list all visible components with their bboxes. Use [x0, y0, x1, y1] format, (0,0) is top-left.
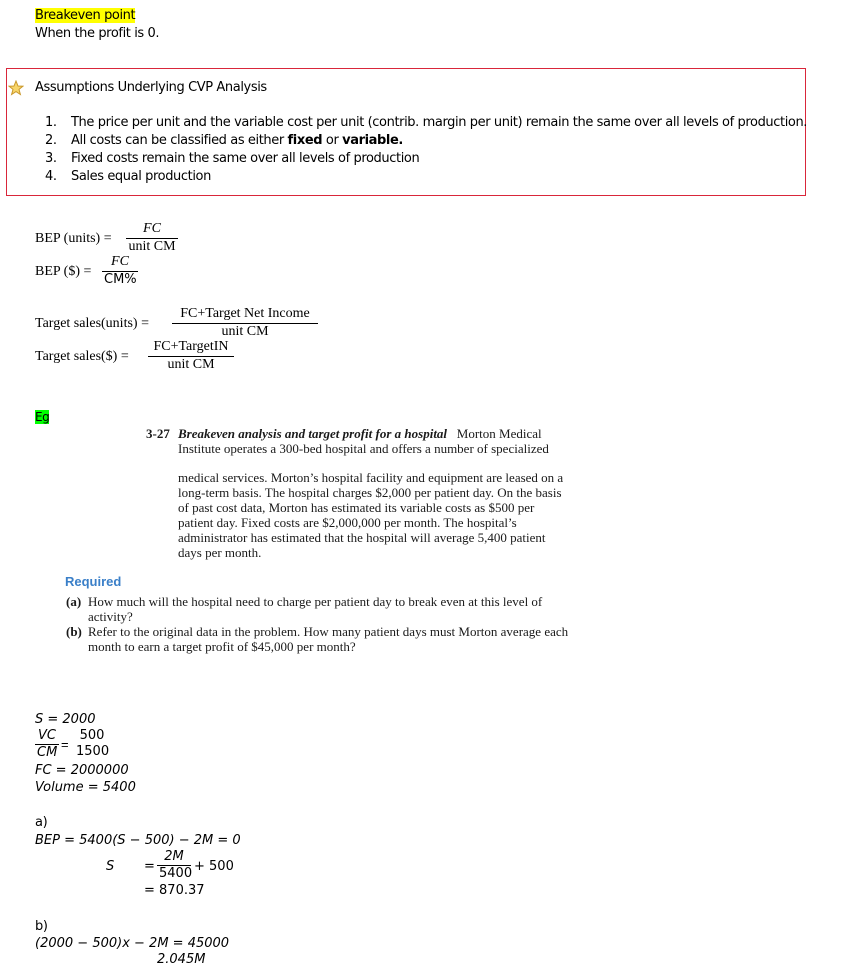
problem-line: administrator has estimated that the hospital will average 5,400 patient — [178, 530, 546, 545]
solution-fc: FC = 2000000 — [35, 763, 129, 778]
fraction-numerator: FC+TargetIN — [153, 339, 229, 354]
fraction-numerator: 500 — [79, 728, 105, 743]
part-b-label: b) — [35, 919, 48, 934]
assumption-num: 1. — [45, 115, 57, 130]
problem-line: long-term basis. The hospital charges $2,000 per patient day. On the basis — [178, 485, 562, 500]
assumption-item-4 — [45, 169, 211, 184]
question-line: month to earn a target profit of $45,000 per month? — [88, 639, 356, 654]
assumption-text: Fixed costs remain the same over all levels of production — [71, 151, 420, 166]
part-a-equals: = — [144, 859, 155, 874]
assumption-item-3 — [45, 151, 419, 166]
assumption-item-1 — [45, 115, 807, 130]
bep-units-fraction — [126, 221, 178, 255]
solution-volume: Volume = 5400 — [35, 780, 136, 795]
fraction-numerator: 2M — [164, 849, 184, 864]
question-line: activity? — [88, 609, 133, 624]
eg-label-text: Eg — [35, 410, 50, 424]
bep-units-label: BEP (units) = — [35, 231, 112, 246]
part-a-result: = 870.37 — [144, 883, 205, 898]
part-b-equation: (2000 − 500)x − 2M = 45000 — [35, 936, 230, 951]
problem-heading — [178, 426, 542, 441]
problem-number: 3-27 — [146, 426, 170, 441]
part-a-label: a) — [35, 815, 48, 830]
target-units-fraction — [172, 306, 318, 340]
fraction-numerator: VC — [38, 728, 56, 743]
bep-dollars-fraction — [102, 254, 138, 287]
assumption-num: 4. — [45, 169, 57, 184]
question-label: (a) — [66, 594, 82, 609]
assumption-num: 2. — [45, 133, 57, 148]
assumption-text: Sales equal production — [71, 169, 211, 184]
question-line: Refer to the original data in the problem. How many patient days must Morton average each — [88, 624, 569, 639]
fraction-numerator: FC+Target Net Income — [180, 306, 310, 321]
problem-line: medical services. Morton’s hospital facility and equipment are leased on a — [178, 470, 564, 485]
assumption-text: The price per unit and the variable cost per unit (contrib. margin per unit) remain the same over all levels of production. — [71, 115, 808, 130]
fraction-denominator: 1500 — [76, 744, 110, 759]
bep-dollars-label: BEP ($) = — [35, 264, 92, 279]
value-fraction — [74, 728, 110, 759]
required-heading: Required — [65, 574, 122, 589]
breakeven-title — [35, 8, 135, 23]
fraction-numerator: FC — [111, 254, 129, 269]
solution-s: S = 2000 — [35, 712, 96, 727]
part-a-equation: BEP = 5400(S − 500) − 2M = 0 — [35, 833, 241, 848]
fraction-denominator: unit CM — [167, 357, 215, 372]
breakeven-definition: When the profit is 0. — [35, 26, 160, 41]
vc-cm-fraction — [35, 728, 59, 760]
question-line: How much will the hospital need to charge per patient day to break even at this level of — [88, 594, 543, 609]
assumption-text-mid: or — [322, 133, 343, 148]
equals-sign: = — [61, 737, 69, 752]
fraction-denominator: unit CM — [221, 324, 269, 339]
fraction-numerator: FC — [143, 221, 161, 236]
part-b-cutoff: 2.045M — [157, 952, 206, 967]
breakeven-title-text: Breakeven point — [35, 8, 136, 23]
fraction-denominator: unit CM — [128, 239, 176, 254]
problem-title: Breakeven analysis and target profit for a hospital — [178, 426, 448, 441]
target-dollars-label: Target sales($) = — [35, 349, 129, 364]
target-dollars-fraction — [148, 339, 234, 373]
assumption-bold-fixed: fixed — [287, 133, 323, 148]
fraction-denominator: CM% — [104, 272, 137, 287]
assumptions-title: Assumptions Underlying CVP Analysis — [35, 80, 267, 95]
question-label: (b) — [66, 624, 82, 639]
assumption-bold-variable: variable — [342, 133, 399, 148]
star-icon — [8, 80, 24, 96]
part-a-plus: + 500 — [194, 859, 234, 874]
problem-line: patient day. Fixed costs are $2,000,000 per month. The hospital’s — [178, 515, 517, 530]
problem-line: of past cost data, Morton has estimated its variable costs as $500 per — [178, 500, 535, 515]
problem-line: Morton Medical — [456, 426, 542, 441]
part-a-fraction — [157, 849, 191, 881]
part-a-s: S — [106, 859, 115, 874]
problem-line: Institute operates a 300-bed hospital and offers a number of specialized — [178, 441, 549, 456]
assumption-text-pre: All costs can be classified as either — [71, 133, 288, 148]
fraction-denominator: 5400 — [159, 866, 193, 881]
assumption-item-2 — [45, 133, 403, 148]
assumption-num: 3. — [45, 151, 57, 166]
assumption-text-post: . — [398, 133, 403, 148]
fraction-denominator: CM — [37, 745, 58, 760]
problem-line: days per month. — [178, 545, 262, 560]
eg-label — [35, 410, 49, 424]
target-units-label: Target sales(units) = — [35, 316, 149, 331]
